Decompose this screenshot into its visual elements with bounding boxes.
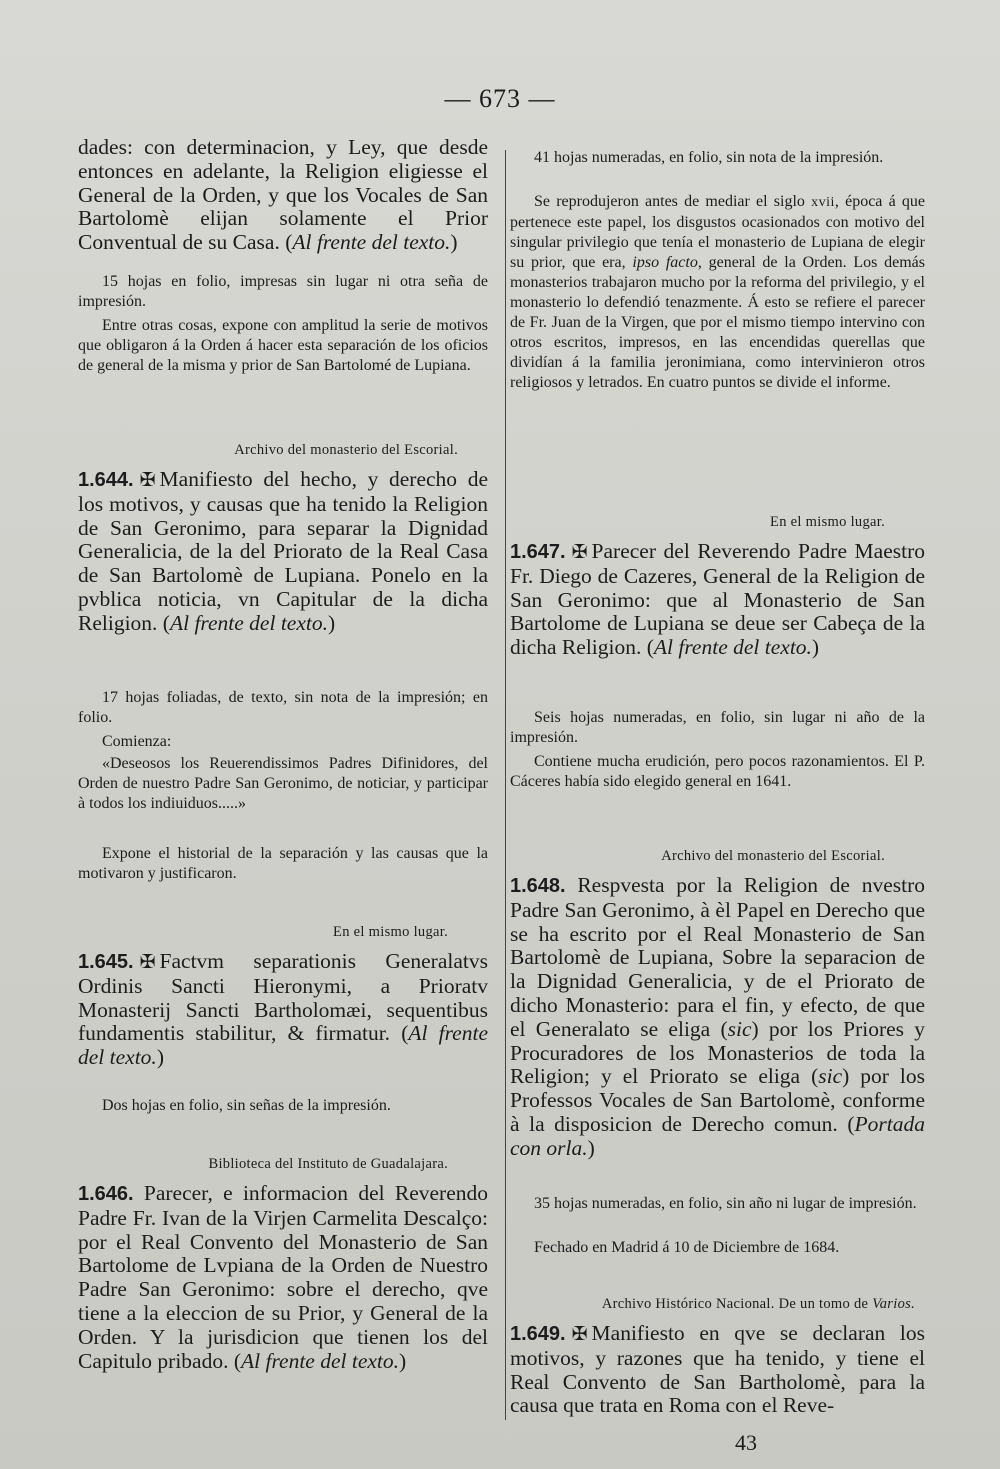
- entry-note: Expone el historial de la separación y las causas que la motivaron y justificaron.: [78, 845, 488, 882]
- entry-number: 1.644.: [78, 469, 134, 491]
- cross-icon: ✠: [139, 469, 156, 491]
- cross-icon: ✠: [571, 541, 588, 563]
- entry-description: Dos hojas en folio, sin señas de la impresión.: [102, 1097, 391, 1114]
- entry-date-note: Fechado en Madrid á 10 de Diciembre de 1684.: [534, 1239, 840, 1256]
- entry-title-text: dades: con determinacion, y Ley, que desde entonces en adelante, la Religion eligiesse el General de la Orden, y que los Vocales de San Bartolomè elijan solamente el Prior Conventual de su Casa. (Al frente del texto.): [78, 135, 488, 255]
- entry-1643-continuation: [78, 136, 488, 255]
- entry-1646: 1.646. Parecer, e informacion del Reverendo Padre Fr. Ivan de la Virjen Carmelita Descalço: por el Real Convento del Monasterio de San Bartolome de Lvpiana de la Orden de Nuestro Padre San Geronimo: sobre el derecho, qve tiene a la eleccion de su Prior, y General de la Orden. Y la jurisdicion que tienen los del Capitulo pribado. (Al frente del texto.): [78, 1181, 488, 1373]
- entry-1647: 1.647. ✠ Parecer del Reverendo Padre Maestro Fr. Diego de Cazeres, General de la Religion de San Geronimo: que al Monasterio de San Bartolome de Lupiana se deue ser Cabeça de la dicha Religion. (Al frente del texto.): [510, 539, 925, 660]
- entry-title-text: Parecer del Reverendo Padre Maestro Fr. Diego de Cazeres, General de la Religion de San Geronimo: que al Monasterio de San Bartolome de Lupiana se deue ser Cabeça de la dicha Religion. (: [510, 539, 925, 660]
- signature-mark: 43: [735, 1430, 757, 1455]
- entry-number: 1.647.: [510, 541, 566, 563]
- archive-location: En el mismo lugar.: [770, 514, 885, 530]
- entry-number: 1.645.: [78, 951, 134, 973]
- entry-description: 15 hojas en folio, impresas sin lugar ni otra seña de impresión.: [78, 273, 488, 310]
- entry-description: Seis hojas numeradas, en folio, sin lugar ni año de la impresión.: [510, 709, 925, 746]
- entry-1649: [510, 1322, 925, 1418]
- archive-location: Archivo Histórico Nacional. De un tomo de Varios.: [601, 1296, 915, 1312]
- entry-note: Contiene mucha erudición, pero pocos razonamientos. El P. Cáceres había sido elegido general en 1641.: [510, 753, 925, 790]
- entry-number: 1.648.: [510, 875, 566, 897]
- column-divider: [505, 150, 506, 1420]
- entry-note: Entre otras cosas, expone con amplitud la serie de motivos que obligaron á la Orden á hacer esta separación de los oficios de general de la misma y prior de San Bartolomé de Lupiana.: [78, 317, 488, 374]
- archive-location: Biblioteca del Instituto de Guadalajara.: [208, 1156, 448, 1172]
- entry-title-text: Respvesta por la Religion de nvestro Padre San Geronimo, à èl Papel en Derecho que se ha escrito por el Real Monasterio de San Bartolomè de Lupiana, Sobre la separacion de la Dignidad Generalicia, y de el Priorato de dicho Monasterio: para el fin, y efecto, de que el Generalato se eliga (sic) por los Priores y Procuradores de los Monasterios de toda la Religion; y el Priorato se eliga (sic) por los Professos Vocales de San Bartolomè, conforme à la disposicion de Derecho comun. (Portada con orla.): [510, 873, 925, 1160]
- entry-number: 1.646.: [78, 1183, 134, 1205]
- entry-1648: [510, 874, 925, 1161]
- archive-location: Archivo del monasterio del Escorial.: [234, 442, 458, 458]
- entry-title-text: Parecer, e informacion del Reverendo Padre Fr. Ivan de la Virjen Carmelita Descalço: por el Real Convento del Monasterio de San Bartolome de Lvpiana de la Orden de Nuestro Padre San Geronimo: sobre el derecho, qve tiene a la eleccion de su Prior, y General de la Orden. Y la jurisdicion que tienen los del Capitulo pribado. (: [78, 1181, 488, 1373]
- entry-1645: 1.645. ✠ Factvm separationis Generalatvs Ordinis Sancti Hieronymi, a Prioratv Monasterij Sancti Bartholomæi, sequentibus fundamentis stabilitur, & firmatur. (Al frente del texto.): [78, 949, 488, 1070]
- entry-note: Se reprodujeron antes de mediar el siglo xvii, época á que pertenece este papel, los disgustos ocasionados con motivo del singular privilegio que tenía el monasterio de Lupiana de elegir su prior, que era, ipso facto, general de la Orden. Los demás monasterios trabajaron mucho por la reforma del privilegio, y el monasterio lo defendió tenazmente. Á esto se refiere el parecer de Fr. Juan de la Virgen, que por el mismo tiempo intervino con otros escritos, impresos, en las encendidas querellas que dividían á la familia jeronimiana, como intervinieron otros religiosos y letrados. En cuatro puntos se divide el informe.: [510, 193, 925, 391]
- entry-title-text: Manifiesto en qve se declaran los motivos, y razones que ha tenido, y tiene el Real Convento de San Bartholomè, para la causa que trata en Roma con el Reve-: [510, 1321, 925, 1418]
- entry-number: 1.649.: [510, 1323, 566, 1345]
- archive-location: Archivo del monasterio del Escorial.: [661, 848, 885, 864]
- archive-location: En el mismo lugar.: [333, 924, 448, 940]
- cross-icon: ✠: [571, 1323, 588, 1345]
- entry-description: 35 hojas numeradas, en folio, sin año ni lugar de impresión.: [534, 1195, 917, 1212]
- entry-description: 17 hojas foliadas, de texto, sin nota de la impresión; en folio.: [78, 689, 488, 726]
- entry-quote: «Deseosos los Reuerendissimos Padres Difinidores, del Orden de nuestro Padre San Geronimo, de noticiar, y participar à todos los indiuiduos.....»: [78, 755, 488, 812]
- page-number: — 673 —: [444, 84, 556, 113]
- entry-title-text: Manifiesto del hecho, y derecho de los motivos, y causas que ha tenido la Religion de San Geronimo, para separar la Dignidad Generalicia, de la del Priorato de la Real Casa de San Bartolomè de Lupiana. Ponelo en la pvblica noticia, vn Capitular de la dicha Religion. (: [78, 467, 488, 635]
- entry-begins-label: Comienza:: [102, 733, 172, 750]
- cross-icon: ✠: [139, 951, 156, 973]
- entry-1644: 1.644. ✠ Manifiesto del hecho, y derecho de los motivos, y causas que ha tenido la Religion de San Geronimo, para separar la Dignidad Generalicia, de la del Priorato de la Real Casa de San Bartolomè de Lupiana. Ponelo en la pvblica noticia, vn Capitular de la dicha Religion. (Al frente del texto.): [78, 467, 488, 635]
- entry-description: 41 hojas numeradas, en folio, sin nota de la impresión.: [534, 149, 884, 166]
- entry-title-text: Factvm separationis Generalatvs Ordinis Sancti Hieronymi, a Prioratv Monasterij Sancti Bartholomæi, sequentibus fundamentis stabilitur, & firmatur. (: [78, 949, 488, 1046]
